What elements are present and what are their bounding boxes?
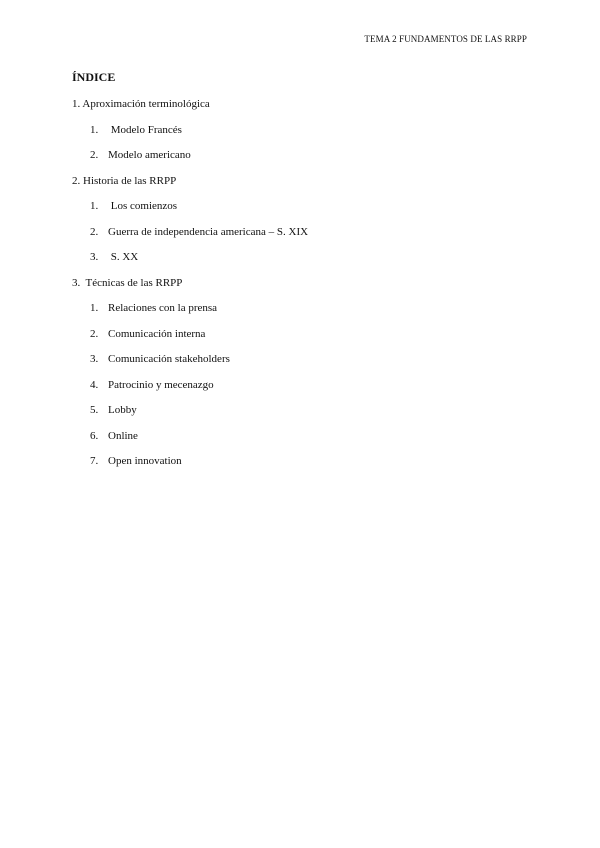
toc-item-label: Open innovation [108,455,182,467]
toc-item-number: 1. [90,123,99,136]
table-of-contents [72,96,532,479]
toc-item-label: Patrocinio y mecenazgo [108,378,214,391]
toc-item-number: 1. [90,302,99,314]
toc-item [72,224,532,250]
toc-item-label: Online [108,429,138,442]
toc-item-label: Lobby [108,404,137,416]
toc-item-number: 4. [90,378,99,391]
toc-section-title: 1. Aproximación terminológica [72,98,210,110]
toc-item-label: Modelo americano [108,149,191,161]
toc-item-label: Los comienzos [108,200,178,212]
toc-item [72,377,532,403]
toc-item-label: Guerra de independencia americana – S. XIX [108,225,309,238]
toc-item-number: 3. [90,353,99,365]
toc-section-title: 2. Historia de las RRPP [72,174,177,187]
index-title: ÍNDICE [72,70,116,84]
toc-item [72,300,532,326]
toc-item-number: 1. [90,200,99,212]
toc-item-label: Comunicación interna [108,327,206,340]
toc-item [72,122,532,148]
toc-section-title: 3. Técnicas de las RRPP [72,276,183,289]
toc-item-number: 2. [90,225,99,238]
toc-item-label: S. XX [108,251,139,263]
toc-item [72,198,532,224]
toc-item [72,326,532,352]
toc-section-1 [72,96,532,173]
running-header: TEMA 2 FUNDAMENTOS DE LAS RRPP [364,34,527,44]
toc-item [72,147,532,173]
toc-item-number: 2. [90,327,99,340]
toc-item [72,453,532,479]
toc-item [72,249,532,275]
toc-item-number: 7. [90,455,99,467]
toc-item-label: Modelo Francés [108,123,182,136]
toc-section-3 [72,275,532,479]
toc-item [72,351,532,377]
toc-section-2 [72,173,532,275]
toc-item [72,402,532,428]
toc-item-label: Relaciones con la prensa [108,302,218,314]
toc-item-number: 2. [90,149,99,161]
toc-item [72,428,532,454]
toc-item-label: Comunicación stakeholders [108,353,230,365]
toc-item-number: 6. [90,429,99,442]
toc-item-number: 3. [90,251,99,263]
toc-item-number: 5. [90,404,99,416]
